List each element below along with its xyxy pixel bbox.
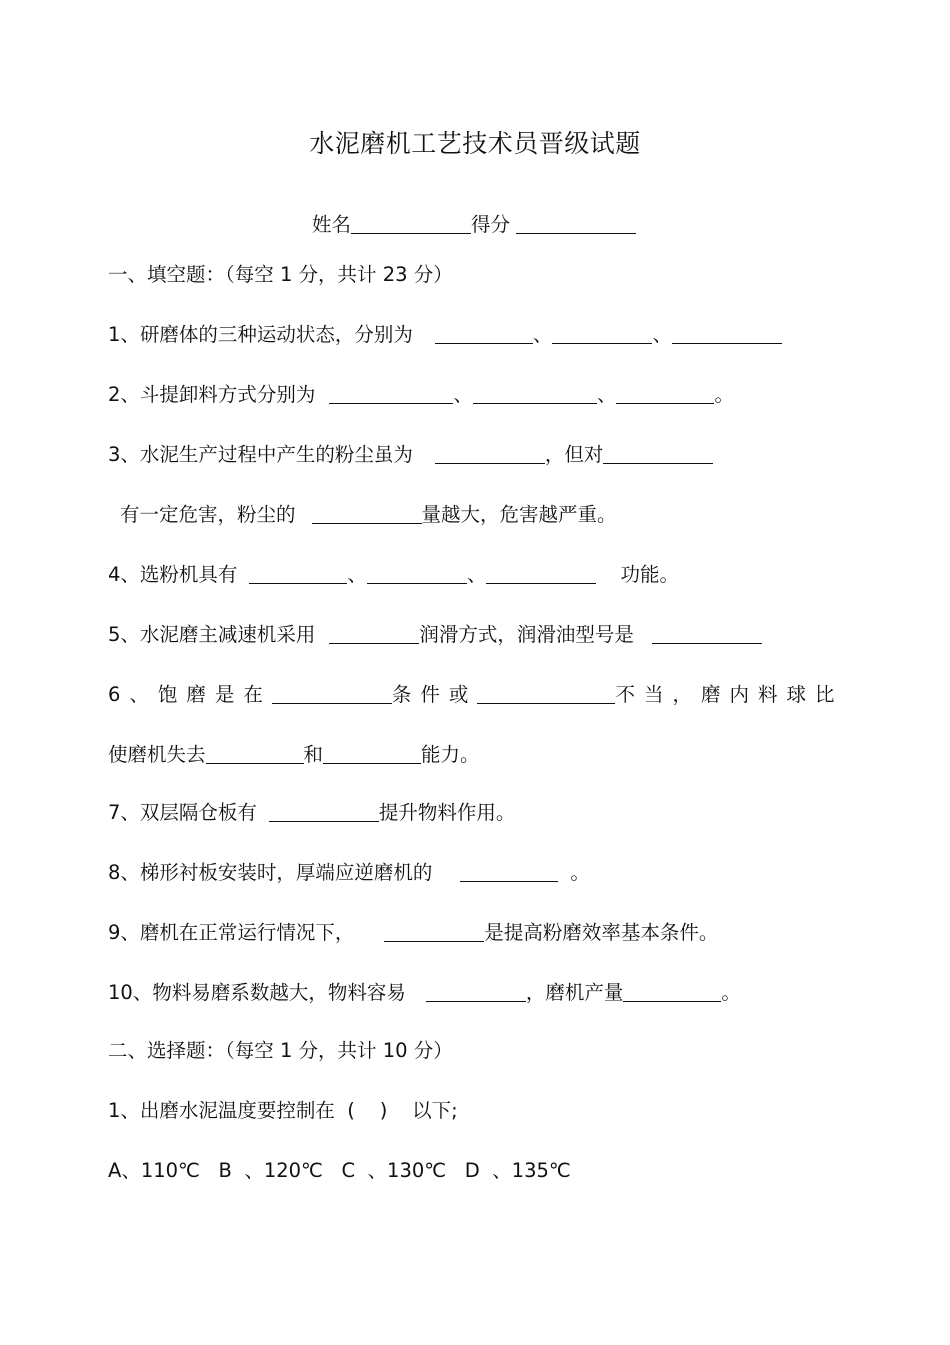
question-text: ，但对 — [544, 443, 604, 466]
question-text: 能力。 — [421, 743, 480, 766]
question-text: 1、研磨体的三种运动状态，分别为 — [108, 323, 413, 346]
question-text: 3、水泥生产过程中产生的粉尘虽为 — [108, 443, 413, 466]
question-7 — [108, 800, 515, 826]
choice-question-1: 1、出磨水泥温度要控制在 ( ) 以下; — [108, 1099, 458, 1122]
answer-blank — [367, 564, 467, 584]
answer-blank — [672, 324, 782, 344]
answer-blank — [603, 444, 713, 464]
question-text: 9、磨机在正常运行情况下， — [108, 921, 355, 944]
answer-blank — [384, 922, 484, 942]
question-text: 量越大，危害越严重。 — [421, 503, 617, 526]
question-text: 2、斗提卸料方式分别为 — [108, 383, 316, 406]
question-text: 润滑方式，润滑油型号是 — [419, 623, 634, 646]
period: 。 — [721, 981, 741, 1004]
question-2 — [108, 382, 734, 408]
question-6-continued — [108, 742, 480, 768]
question-8 — [108, 860, 590, 886]
question-text: 4、选粉机具有 — [108, 563, 238, 586]
answer-blank — [435, 444, 545, 464]
answer-blank — [329, 624, 419, 644]
question-3 — [108, 442, 713, 468]
question-9 — [108, 920, 718, 946]
score-blank — [516, 214, 636, 234]
question-10 — [108, 980, 741, 1006]
answer-blank — [435, 324, 533, 344]
name-label: 姓名 — [312, 213, 352, 236]
question-4 — [108, 562, 679, 588]
document-title: 水泥磨机工艺技术员晋级试题 — [309, 129, 641, 158]
answer-blank — [312, 504, 422, 524]
answer-blank — [272, 684, 392, 704]
question-text: ，磨机产量 — [525, 981, 624, 1004]
separator: 、 — [532, 323, 553, 346]
period: 。 — [570, 861, 590, 884]
answer-blank — [623, 982, 721, 1002]
answer-blank — [616, 384, 714, 404]
question-text: 有一定危害，粉尘的 — [120, 503, 296, 526]
question-3-continued — [120, 502, 617, 528]
answer-blank — [269, 802, 379, 822]
section1-heading: 一、填空题：（每空 1 分，共计 23 分） — [108, 263, 453, 286]
answer-blank — [477, 684, 615, 704]
name-blank — [351, 214, 471, 234]
answer-blank — [426, 982, 526, 1002]
question-1 — [108, 322, 782, 348]
question-text: 不当，磨内料球比 — [615, 683, 844, 706]
question-5 — [108, 622, 762, 648]
choice-options: A、110℃ B 、120℃ C 、130℃ D 、135℃ — [108, 1159, 571, 1182]
question-text: 提升物料作用。 — [378, 801, 516, 824]
question-text: 10、物料易磨系数越大，物料容易 — [108, 981, 406, 1004]
question-6 — [108, 682, 843, 708]
question-text: 7、双层隔仓板有 — [108, 801, 257, 824]
question-text: 和 — [303, 743, 324, 766]
question-text: 使磨机失去 — [108, 743, 206, 766]
question-text: 5、水泥磨主减速机采用 — [108, 623, 316, 646]
answer-blank — [323, 744, 421, 764]
separator: 、 — [347, 563, 367, 586]
separator: 、 — [453, 383, 473, 406]
answer-blank — [552, 324, 652, 344]
score-label: 得分 — [471, 213, 511, 236]
answer-blank — [206, 744, 304, 764]
question-text: 6、饱磨是在 — [108, 683, 272, 706]
question-text: 条件或 — [391, 683, 478, 706]
answer-blank — [329, 384, 453, 404]
answer-blank — [249, 564, 347, 584]
answer-blank — [460, 862, 558, 882]
header-line — [312, 212, 636, 238]
answer-blank — [652, 624, 762, 644]
section2-heading: 二、选择题：（每空 1 分，共计 10 分） — [108, 1039, 453, 1062]
answer-blank — [473, 384, 597, 404]
question-text: 功能。 — [620, 563, 679, 586]
separator: 、 — [596, 383, 617, 406]
answer-blank — [486, 564, 596, 584]
separator: 、 — [466, 563, 487, 586]
question-text: 8、梯形衬板安装时，厚端应逆磨机的 — [108, 861, 433, 884]
period: 。 — [714, 383, 734, 406]
question-text: 是提高粉磨效率基本条件。 — [484, 921, 719, 944]
separator: 、 — [652, 323, 672, 346]
